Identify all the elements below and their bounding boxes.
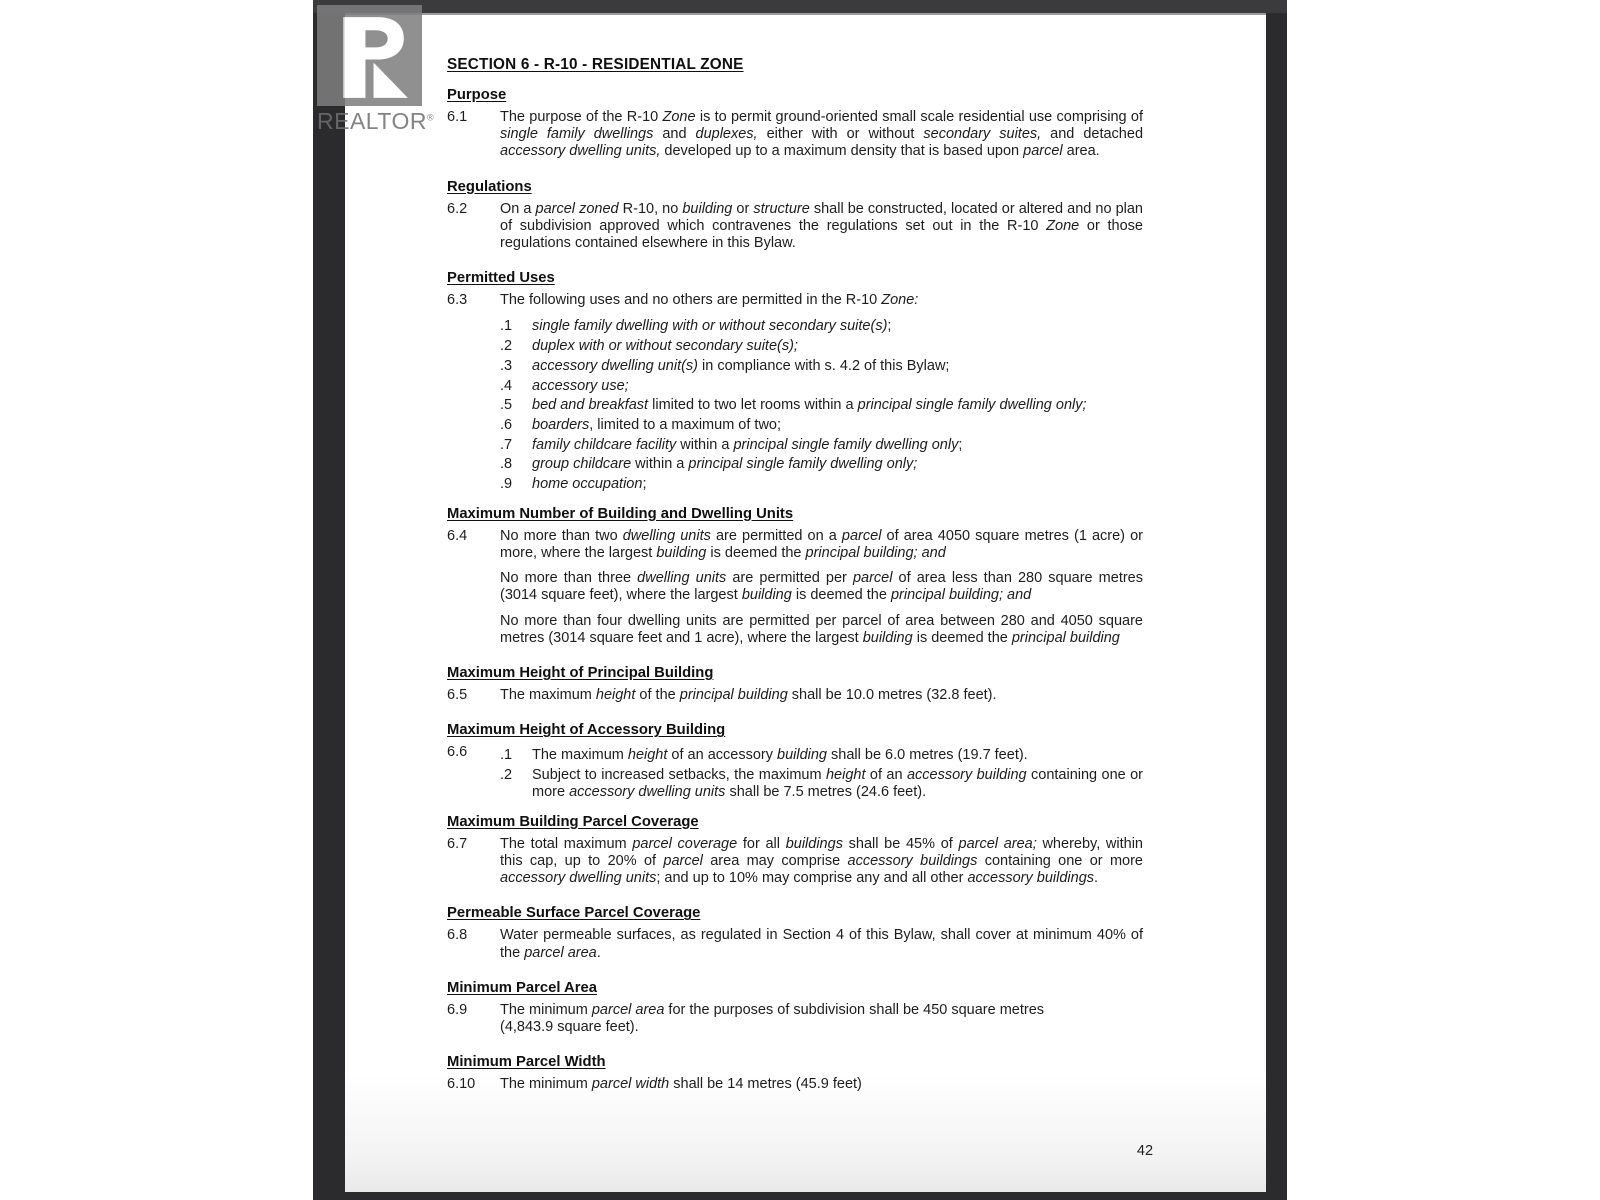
- subclause: [500, 358, 1143, 375]
- subclause: [500, 397, 1143, 414]
- subclause-text: bed and breakfast limited to two let rooms within a principal single family dwelling only;: [532, 397, 1087, 414]
- clause-paragraph: No more than two dwelling units are permitted on a parcel of area 4050 square metres (1 acre) or more, where the largest building is deemed the principal building; and: [500, 527, 1143, 561]
- clause-paragraph: No more than four dwelling units are permitted per parcel of area between 280 and 4050 square metres (3014 square feet and 1 acre), where the largest building is deemed the principal building: [500, 612, 1143, 646]
- subclause-number: .9: [500, 476, 513, 493]
- clause-number: 6.7: [447, 835, 468, 852]
- section: [447, 904, 1143, 969]
- realtor-r-icon: [317, 5, 422, 106]
- subclause-number: .3: [500, 357, 513, 374]
- subclause-list: [500, 318, 1143, 493]
- subclause: [500, 318, 1143, 335]
- viewer-top-band: [313, 0, 1287, 13]
- section: [447, 664, 1143, 712]
- clause-paragraph: On a parcel zoned R-10, no building or structure shall be constructed, located or altered and no plan of subdivision approved which contravenes the regulations set out in the R-10 Zone or those regulations contained elsewhere in this Bylaw.: [500, 200, 1143, 252]
- subclause-text: accessory dwelling unit(s) in compliance with s. 4.2 of this Bylaw;: [532, 357, 950, 374]
- clause-number: 6.8: [447, 927, 468, 944]
- clause-paragraph: The minimum parcel area for the purposes of subdivision shall be 450 square metres (4,843.9 square feet).: [500, 1001, 1045, 1035]
- realtor-watermark-logo: [317, 5, 435, 134]
- pdf-viewer-frame[interactable]: [313, 0, 1287, 1200]
- clause: [447, 1002, 1143, 1044]
- clause-number: 6.10: [447, 1076, 476, 1093]
- document-title: SECTION 6 - R-10 - RESIDENTIAL ZONE: [447, 56, 744, 73]
- clause: [447, 1076, 1143, 1101]
- clause: [447, 292, 1143, 496]
- clause-paragraph: No more than three dwelling units are permitted per parcel of area less than 280 square metres (3014 square feet), where the largest building is deemed the principal building; and: [500, 570, 1143, 604]
- clause-body: [500, 292, 1143, 496]
- clause-body: [500, 687, 1143, 712]
- section-heading: Maximum Height of Principal Building: [447, 664, 714, 681]
- section-heading: Maximum Number of Building and Dwelling Units: [447, 505, 794, 522]
- clause: [447, 836, 1143, 896]
- sections-container: [447, 86, 1143, 1101]
- clause: [447, 109, 1143, 169]
- subclause-text: home occupation;: [532, 476, 647, 493]
- subclause-text: The maximum height of an accessory building shall be 6.0 metres (19.7 feet).: [532, 747, 1028, 764]
- clause-body: [500, 528, 1143, 655]
- section: [447, 813, 1143, 896]
- subclause-text: accessory use;: [532, 377, 629, 394]
- subclause-number: .5: [500, 397, 513, 414]
- section-heading: Purpose: [447, 87, 507, 103]
- section-heading: Regulations: [447, 178, 532, 195]
- clause-body: [500, 927, 1143, 969]
- subclause-text: family childcare facility within a principal single family dwelling only;: [532, 436, 963, 453]
- clause-number: 6.5: [447, 686, 468, 703]
- section: [447, 721, 1143, 804]
- section: [447, 979, 1143, 1044]
- clause-number: 6.2: [447, 200, 468, 217]
- subclause: [500, 747, 1143, 764]
- subclause-number: .2: [500, 338, 513, 355]
- page-number: 42: [1136, 1143, 1154, 1159]
- subclause-text: single family dwelling with or without secondary suite(s);: [532, 318, 892, 335]
- section: [447, 86, 1143, 169]
- section-heading: Minimum Parcel Area: [447, 979, 597, 996]
- section-heading: Permitted Uses: [447, 270, 555, 287]
- clause-body: [500, 1076, 1143, 1101]
- clause-paragraph: The maximum height of the principal building shall be 10.0 metres (32.8 feet).: [500, 686, 997, 703]
- clause-paragraph: The following uses and no others are permitted in the R-10 Zone:: [500, 292, 919, 309]
- section-heading: Permeable Surface Parcel Coverage: [447, 905, 701, 922]
- clause-number: 6.1: [447, 109, 468, 125]
- subclause-text: duplex with or without secondary suite(s);: [532, 338, 798, 355]
- clause-paragraph: The total maximum parcel coverage for all buildings shall be 45% of parcel area; whereby, within this cap, up to 20% of parcel area may comprise accessory buildings containing one or more accessory dwelling units; and up to 10% may comprise any and all other accessory buildings.: [500, 835, 1143, 887]
- clause-number: 6.6: [447, 744, 468, 761]
- subclause: [500, 417, 1143, 434]
- subclause-number: .1: [500, 747, 513, 764]
- clause-body: [500, 744, 1143, 804]
- clause: [447, 927, 1143, 969]
- subclause-number: .7: [500, 436, 513, 453]
- clause: [447, 201, 1143, 261]
- section-heading: Maximum Building Parcel Coverage: [447, 813, 699, 830]
- clause-paragraph: The purpose of the R-10 Zone is to permit ground-oriented small scale residential use comprising of single family dwellings and duplexes, either with or without secondary suites, and detached accessory dwelling units, developed up to a maximum density that is based upon parcel area.: [500, 109, 1144, 160]
- clause-paragraph: The minimum parcel width shall be 14 metres (45.9 feet): [500, 1076, 862, 1093]
- subclause: [500, 767, 1143, 801]
- clause-body: [500, 1002, 1143, 1044]
- clause-number: 6.9: [447, 1001, 468, 1018]
- clause-body: [500, 836, 1143, 896]
- subclause-text: Subject to increased setbacks, the maximum height of an accessory building containing one or more accessory dwelling units shall be 7.5 metres (24.6 feet).: [532, 766, 1144, 801]
- section: [447, 269, 1143, 496]
- subclause: [500, 378, 1143, 395]
- subclause-text: boarders, limited to a maximum of two;: [532, 416, 782, 433]
- realtor-logo-label: REALTOR®: [317, 108, 435, 134]
- subclause: [500, 476, 1143, 493]
- subclause: [500, 437, 1143, 454]
- subclause-number: .6: [500, 416, 513, 433]
- clause-paragraph: Water permeable surfaces, as regulated in Section 4 of this Bylaw, shall cover at minimum 40% of the parcel area.: [500, 927, 1143, 961]
- subclause-number: .4: [500, 377, 513, 394]
- subclause-number: .2: [500, 766, 513, 783]
- section: [447, 1053, 1143, 1101]
- clause-number: 6.3: [447, 292, 468, 309]
- clause: [447, 528, 1143, 655]
- section: [447, 505, 1143, 655]
- clause: [447, 687, 1143, 712]
- section: [447, 178, 1143, 261]
- subclause-number: .1: [500, 318, 513, 335]
- subclause: [500, 456, 1143, 473]
- document-page: [345, 13, 1266, 1192]
- subclause-number: .8: [500, 456, 513, 473]
- subclause-text: group childcare within a principal single family dwelling only;: [532, 456, 918, 473]
- document-content: [447, 55, 1143, 1108]
- clause-body: [500, 109, 1143, 169]
- clause: [447, 744, 1143, 804]
- section-heading: Maximum Height of Accessory Building: [447, 722, 726, 739]
- subclause-list: [500, 747, 1143, 801]
- clause-number: 6.4: [447, 527, 468, 544]
- subclause: [500, 338, 1143, 355]
- section-heading: Minimum Parcel Width: [447, 1054, 606, 1071]
- clause-body: [500, 201, 1143, 261]
